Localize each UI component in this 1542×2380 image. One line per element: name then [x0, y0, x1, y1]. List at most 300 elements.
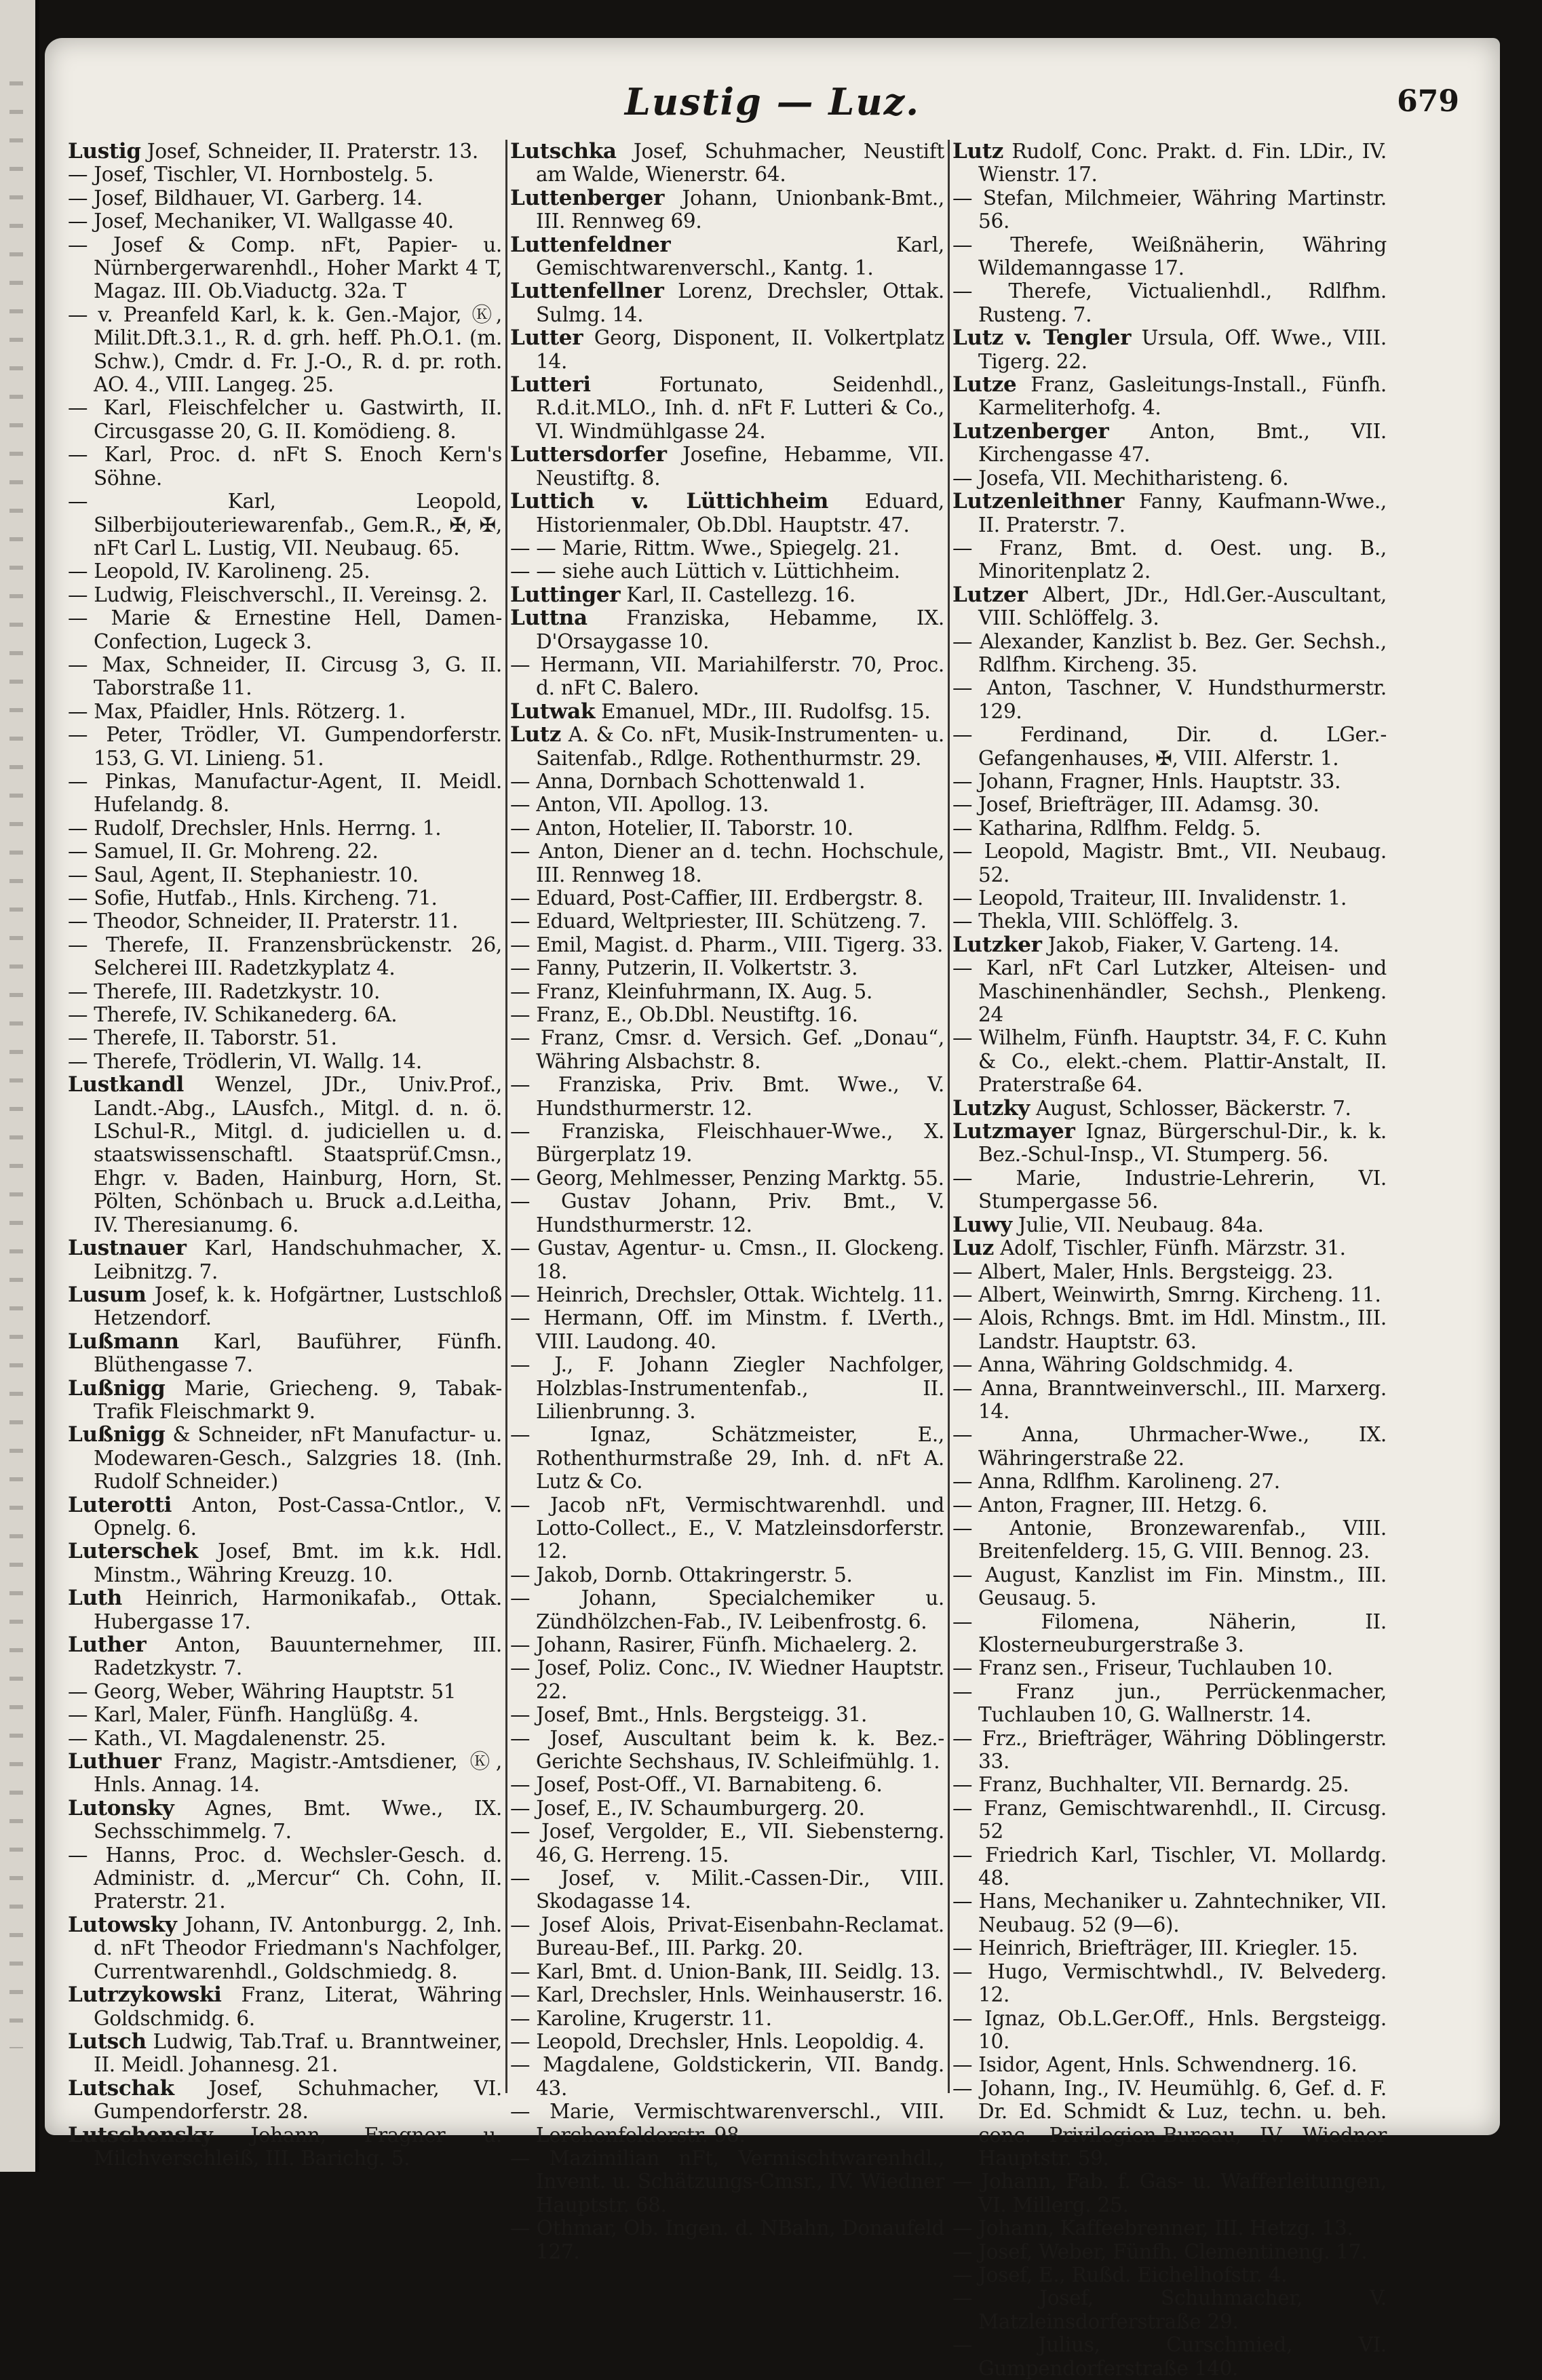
entry-text: — Karl, Bmt. d. Union-Bank, III. Seidlg. 13.: [510, 1959, 941, 1983]
directory-entry: [510, 956, 944, 979]
directory-entry: [510, 490, 944, 537]
directory-entry: [68, 606, 502, 653]
entry-text: — Gustav, Agentur- u. Cmsn., II. Glockeng. 18.: [510, 1236, 944, 1283]
directory-entry: [510, 606, 944, 653]
entry-text: — J., F. Johann Ziegler Nachfolger, Holzblas-Instrumentenfab., II. Lilienbrunng. 3.: [510, 1353, 944, 1423]
entry-text: — Albert, Maler, Hnls. Bergsteigg. 23.: [952, 1260, 1334, 1283]
entry-text: — Josef, Briefträger, III. Adamsg. 30.: [952, 793, 1319, 817]
directory-entry: [510, 793, 944, 816]
directory-entry: [68, 396, 502, 443]
entry-surname: Luth: [68, 1586, 122, 1611]
directory-entry: [68, 2030, 502, 2077]
directory-entry: [952, 1656, 1387, 1679]
entry-text: — Magdalene, Goldstickerin, VII. Bandg. 43.: [510, 2053, 944, 2100]
entry-text: — Sofie, Hutfab., Hnls. Kircheng. 71.: [68, 886, 438, 910]
entry-surname: Lußnigg: [68, 1422, 166, 1447]
entry-text: — Josef Alois, Privat-Eisenbahn-Reclamat. Bureau-Bef., III. Parkg. 20.: [510, 1913, 944, 1960]
directory-entry: [952, 1936, 1387, 1959]
directory-entry: [68, 1797, 502, 1843]
directory-entry: [68, 1236, 502, 1283]
entry-text: — Franz, Cmsr. d. Versich. Gef. „Donau“, Währing Alsbachstr. 8.: [510, 1026, 944, 1073]
entry-text: — Heinrich, Briefträger, III. Kriegler. 15.: [952, 1936, 1358, 1960]
entry-text: — Franz, Kleinfuhrmann, IX. Aug. 5.: [510, 979, 873, 1003]
directory-entry: [68, 490, 502, 560]
entry-text: Ursula, Off. Wwe., VIII. Tigerg. 22.: [978, 326, 1387, 373]
entry-text: — Stefan, Milchmeier, Währing Martinstr. 56.: [952, 186, 1387, 233]
entry-surname: Lutzmayer: [952, 1119, 1075, 1144]
directory-entry: [952, 1727, 1387, 1774]
directory-entry: [68, 1494, 502, 1540]
entry-text: Ludwig, Tab.Traf. u. Branntweiner, II. Meidl. Johannesg. 21.: [94, 2029, 502, 2077]
directory-entry: [68, 1727, 502, 1750]
entry-surname: Lußnigg: [68, 1376, 166, 1401]
entry-text: — Kath., VI. Magdalenenstr. 25.: [68, 1726, 386, 1750]
entry-text: — Ignaz, Schätzmeister, E., Rothenthurmstraße 29, Inh. d. nFt A. Lutz & Co.: [510, 1423, 944, 1494]
entry-text: — v. Preanfeld Karl, k. k. Gen.-Major, Ⓚ, Milit.Dft.3.1., R. d. grh. heff. Ph.O.1. (m. Schw.), Cmdr. d. Fr. J.-O., R. d. pr. roth. AO. 4., VIII. Langeg. 25.: [68, 303, 502, 397]
entry-text: — Therefe, III. Radetzkystr. 10.: [68, 979, 381, 1003]
directory-entry: [68, 1633, 502, 1680]
directory-entry: [68, 840, 502, 863]
entry-surname: Luttich v. Lüttichheim: [510, 489, 829, 514]
directory-entry: [952, 467, 1387, 490]
directory-entry: [510, 1820, 944, 1867]
directory-entry: [510, 1586, 944, 1633]
entry-text: Eduard, Historienmaler, Ob.Dbl. Hauptstr. 47.: [536, 490, 944, 537]
directory-entry: [510, 1797, 944, 1820]
entry-text: Josef, Schneider, II. Praterstr. 13.: [140, 140, 478, 163]
entry-text: — Franz sen., Friseur, Tuchlauben 10.: [952, 1656, 1333, 1680]
directory-entry: [510, 653, 944, 700]
directory-entry: [510, 2100, 944, 2147]
directory-entry: [510, 233, 944, 280]
directory-entry: [510, 1656, 944, 1703]
entry-surname: Luwy: [952, 1212, 1012, 1237]
directory-entry: [510, 1727, 944, 1774]
directory-entry: [510, 1773, 944, 1796]
entry-text: — Friedrich Karl, Tischler, VI. Mollardg. 48.: [952, 1843, 1387, 1890]
directory-entry: [952, 1960, 1387, 2007]
directory-entry: [952, 1680, 1387, 1727]
directory-entry: [510, 583, 944, 606]
entry-surname: Lutsch: [68, 2029, 147, 2054]
entry-text: — Katharina, Rdlfhm. Feldg. 5.: [952, 816, 1261, 840]
entry-text: — Marie & Ernestine Hell, Damen-Confection, Lugeck 3.: [68, 606, 502, 653]
directory-entry: [952, 2286, 1387, 2333]
entry-text: Wenzel, JDr., Univ.Prof., Landt.-Abg., LAusfch., Mitgl. d. n. ö. LSchul-R., Mitgl. d. judiciellen u. d. staatswissenschaftl. Staatsprüf.Cmsn., Ehgr. v. Baden, Hainburg, Horn, St. Pölten, Schönbach u. Bruck a.d.Leitha, IV. Theresianumg. 6.: [94, 1073, 502, 1236]
entry-text: Heinrich, Harmonikafab., Ottak. Hubergasse 17.: [94, 1586, 502, 1633]
directory-entry: [510, 1236, 944, 1283]
directory-entry: [952, 910, 1387, 933]
entry-text: — Josef, Bmt., Hnls. Bergsteigg. 31.: [510, 1703, 868, 1727]
directory-entry: [952, 1353, 1387, 1376]
directory-entry: [68, 140, 502, 163]
entry-text: — Franz, Bmt. d. Oest. ung. B., Minoritenplatz 2.: [952, 536, 1387, 583]
directory-entry: [952, 1423, 1387, 1470]
directory-entry: [68, 560, 502, 583]
entry-surname: Lutzky: [952, 1095, 1030, 1120]
entry-text: — Josef, Mechaniker, VI. Wallgasse 40.: [68, 210, 454, 233]
entry-text: — Josef, E., IV. Schaumburgerg. 20.: [510, 1796, 865, 1820]
entry-text: — Josef, Post-Off., VI. Barnabiteng. 6.: [510, 1773, 883, 1797]
entry-text: Georg, Disponent, II. Volkertplatz 14.: [536, 326, 944, 373]
directory-entry: [952, 1470, 1387, 1493]
directory-entry: [952, 187, 1387, 233]
directory-entry: [510, 1983, 944, 2006]
entry-text: — Josefa, VII. Mechitharisteng. 6.: [952, 466, 1289, 490]
directory-entry: [68, 1073, 502, 1236]
directory-entry: [68, 723, 502, 770]
directory-entry: [952, 933, 1387, 956]
entry-text: — Heinrich, Drechsler, Ottak. Wichtelg. 11.: [510, 1283, 943, 1306]
directory-entry: [952, 817, 1387, 840]
directory-entry: [952, 1494, 1387, 1517]
entry-text: — Karl, nFt Carl Lutzker, Alteisen- und Maschinenhändler, Sechsh., Plenkeng. 24: [952, 956, 1387, 1027]
directory-entry: [510, 1120, 944, 1167]
entry-text: — Johann, Specialchemiker u. Zündhölzchen-Fab., IV. Leibenfrostg. 6.: [510, 1586, 944, 1633]
entry-text: — Leopold, Magistr. Bmt., VII. Neubaug. 52.: [952, 840, 1387, 886]
entry-text: — Karl, Leopold, Silberbijouteriewarenfab., Gem.R., ✠, ✠, nFt Carl L. Lustig, VII. Neubaug. 65.: [68, 490, 502, 560]
entry-text: Anton, Post-Cassa-Cntlor., V. Opnelg. 6.: [94, 1493, 502, 1540]
directory-entry: [510, 326, 944, 373]
directory-entry: [68, 1913, 502, 1983]
entry-text: — Marie, Vermischtwarenverschl., VIII. Lerchenfelderstr. 98.: [510, 2100, 944, 2147]
directory-entry: [510, 980, 944, 1003]
entry-surname: Lutz: [952, 139, 1004, 163]
directory-entry: [68, 1050, 502, 1073]
entry-text: — Hermann, VII. Mariahilferstr. 70, Proc. d. nFt C. Balero.: [510, 652, 944, 700]
directory-entry: [68, 187, 502, 210]
entry-text: Fortunato, Seidenhdl., R.d.it.MLO., Inh. d. nFt F. Lutteri & Co., VI. Windmühlgasse 24.: [536, 373, 944, 443]
entry-text: — Therefe, II. Franzensbrückenstr. 26, Selcherei III. Radetzkyplatz 4.: [68, 933, 502, 980]
directory-entry: [510, 1167, 944, 1190]
directory-entry: [952, 140, 1387, 187]
entry-text: — Anna, Uhrmacher-Wwe., IX. Währingerstraße 22.: [952, 1423, 1387, 1470]
entry-text: — Franz, Buchhalter, VII. Bernardg. 25.: [952, 1773, 1349, 1797]
entry-text: — Josef, Bildhauer, VI. Garberg. 14.: [68, 186, 423, 210]
entry-text: August, Schlosser, Bäckerstr. 7.: [1029, 1096, 1351, 1120]
entry-surname: Luterotti: [68, 1492, 172, 1517]
entry-text: Johann, IV. Antonburgg. 2, Inh. d. nFt Theodor Friedmann's Nachfolger, Currentwarenhdl., Goldschmiedg. 8.: [94, 1913, 502, 1983]
entry-text: — Marie, Industrie-Lehrerin, VI. Stumpergasse 56.: [952, 1166, 1387, 1213]
directory-entry: [68, 910, 502, 933]
directory-entry: [952, 1843, 1387, 1890]
entry-text: — Saul, Agent, II. Stephaniestr. 10.: [68, 863, 419, 886]
directory-entry: [510, 1423, 944, 1493]
entry-text: — Alexander, Kanzlist b. Bez. Ger. Sechsh., Rdlfhm. Kircheng. 35.: [952, 629, 1387, 676]
entry-text: — Josef, Auscultant beim k. k. Bez.-Gerichte Sechshaus, IV. Schleifmühlg. 1.: [510, 1726, 944, 1774]
entry-text: — Josef & Comp. nFt, Papier- u. Nürnbergerwarenhdl., Hoher Markt 4 T, Magaz. III. Ob.Viaductg. 32a. T: [68, 233, 502, 303]
entry-surname: Luther: [68, 1633, 147, 1657]
entry-text: — — Marie, Rittm. Wwe., Spiegelg. 21.: [510, 536, 900, 560]
directory-entry: [510, 2007, 944, 2030]
directory-entry: [510, 1353, 944, 1423]
entry-text: — Franziska, Priv. Bmt. Wwe., V. Hundsthurmerstr. 12.: [510, 1073, 944, 1120]
entry-text: — Anton, Hotelier, II. Taborstr. 10.: [510, 816, 853, 840]
directory-entry: [952, 1563, 1387, 1610]
entry-text: Fanny, Kaufmann-Wwe., II. Praterstr. 7.: [978, 490, 1387, 537]
entry-surname: Lutzker: [952, 932, 1042, 957]
entry-surname: Lutschak: [68, 2075, 174, 2101]
entry-text: — Ferdinand, Dir. d. LGer.-Gefangenhauses, ✠, VIII. Alferstr. 1.: [952, 723, 1387, 770]
entry-surname: Lutz: [510, 722, 562, 747]
entry-text: Jakob, Fiaker, V. Garteng. 14.: [1041, 933, 1339, 956]
directory-entry: [68, 1330, 502, 1377]
directory-entry: [510, 1073, 944, 1120]
entry-text: — Anton, VII. Apollog. 13.: [510, 793, 769, 817]
entry-text: — Josef, v. Milit.-Cassen-Dir., VIII. Skodagasse 14.: [510, 1867, 944, 1913]
directory-entry: [510, 1703, 944, 1726]
directory-entry: [952, 630, 1387, 677]
entry-text: — Josef, Weber, Fünfh. Clementineng. 17.: [952, 2240, 1368, 2263]
directory-entry: [510, 1306, 944, 1353]
entry-text: — Anna, Dornbach Schottenwald 1.: [510, 769, 866, 793]
directory-entry: [510, 279, 944, 326]
entry-text: Rudolf, Conc. Prakt. d. Fin. LDir., IV. Wienstr. 17.: [978, 140, 1387, 187]
directory-entry: [952, 793, 1387, 816]
directory-entry: [952, 279, 1387, 326]
directory-entry: [68, 886, 502, 910]
entry-text: — Georg, Mehlmesser, Penzing Marktg. 55.: [510, 1166, 944, 1190]
entry-text: — Karl, Proc. d. nFt S. Enoch Kern's Söhne.: [68, 443, 502, 490]
entry-text: Emanuel, MDr., III. Rudolfsg. 15.: [595, 699, 931, 723]
directory-entry: [952, 1283, 1387, 1306]
entry-text: Franz, Magistr.-Amtsdiener, Ⓚ, Hnls. Annag. 14.: [94, 1750, 502, 1797]
directory-entry: [510, 1494, 944, 1563]
directory-entry: [510, 1960, 944, 1983]
entry-surname: Lutter: [510, 326, 583, 351]
directory-entry: [510, 723, 944, 770]
entry-text: — Mazimilian nFt, Vermischtwarenhdl., Invent. u. Schätzungs-Cmsr., IV. Wiedner Hauptstr. 68.: [510, 2146, 944, 2217]
directory-entry: [952, 2053, 1387, 2076]
directory-entry: [68, 1003, 502, 1026]
entry-text: — Wilhelm, Fünfh. Hauptstr. 34, F. C. Kuhn & Co., elekt.-chem. Plattir-Anstalt, II. Praterstraße 64.: [952, 1026, 1387, 1097]
directory-entry: [952, 2170, 1387, 2217]
entry-surname: Lutowsky: [68, 1912, 177, 1937]
directory-entry: [68, 303, 502, 397]
entry-text: — Leopold, Traiteur, III. Invalidenstr. 1.: [952, 886, 1347, 910]
entry-text: — Othmar, Ob. Ingen. d. NBahn, Donaufeld 127.: [510, 2217, 944, 2263]
directory-entry: [510, 817, 944, 840]
entry-text: Franz, Literat, Währing Goldschmidg. 6.: [94, 1983, 502, 2030]
entry-text: — Josef, Vergolder, E., VII. Siebensterng. 46, G. Herreng. 15.: [510, 1820, 944, 1867]
entry-text: Karl, Bauführer, Fünfh. Blüthengasse 7.: [94, 1329, 502, 1377]
entry-text: — Georg, Weber, Währing Hauptstr. 51: [68, 1679, 457, 1703]
directory-entry: [952, 1797, 1387, 1843]
page-header: [45, 75, 1500, 129]
directory-entry: [952, 1213, 1387, 1236]
directory-entry: [952, 723, 1387, 770]
entry-surname: Luttenfeldner: [510, 232, 671, 257]
directory-entry: [510, 1026, 944, 1073]
entry-text: — Rudolf, Drechsler, Hnls. Herrng. 1.: [68, 816, 442, 840]
entry-text: — Hugo, Vermischtwhdl., IV. Belvederg. 12.: [952, 1959, 1387, 2007]
directory-entry: [952, 2240, 1387, 2263]
entry-text: — Karoline, Krugerstr. 11.: [510, 2006, 772, 2030]
directory-entry: [952, 676, 1387, 723]
directory-entry: [952, 1306, 1387, 1353]
directory-entry: [68, 1540, 502, 1586]
running-title: Lustig — Luz.: [624, 80, 921, 123]
directory-entry: [952, 1517, 1387, 1563]
entry-text: — Therefe, Weißnäherin, Währing Wildemanngasse 17.: [952, 233, 1387, 280]
entry-text: Johann, Fragner u. Milchverschleiß, III. Barichg. 5.: [94, 2123, 502, 2170]
directory-entry: [68, 653, 502, 700]
entry-text: — Johann, Kaffeebrenner, III. Hetzg. 13.: [952, 2217, 1353, 2240]
directory-entry: [510, 1913, 944, 1960]
entry-surname: Lutz v. Tengler: [952, 326, 1132, 351]
entry-text: Marie, Griecheng. 9, Tabak-Trafik Fleischmarkt 9.: [94, 1376, 502, 1423]
directory-entry: [952, 2077, 1387, 2170]
entry-text: Franz, Gasleitungs-Install., Fünfh. Karmeliterhofg. 4.: [978, 373, 1387, 420]
directory-entry: [952, 770, 1387, 793]
entry-text: — Anton, Diener an d. techn. Hochschule, III. Rennweg 18.: [510, 840, 944, 886]
directory-entry: [952, 2217, 1387, 2240]
column-divider: [948, 140, 950, 2093]
directory-entry: [952, 1890, 1387, 1936]
directory-entry: [510, 1867, 944, 1913]
entry-surname: Lustnauer: [68, 1236, 187, 1261]
entry-text: Ignaz, Bürgerschul-Dir., k. k. Bez.-Schul-Insp., VI. Stumperg. 56.: [978, 1120, 1387, 1167]
directory-entry: [510, 187, 944, 233]
entry-text: — Therefe, II. Taborstr. 51.: [68, 1026, 337, 1050]
entry-text: A. & Co. nFt, Musik-Instrumenten- u. Saitenfab., Rdlge. Rothenthurmstr. 29.: [536, 723, 944, 770]
directory-entry: [952, 373, 1387, 420]
entry-text: — Josef, Poliz. Conc., IV. Wiedner Hauptstr. 22.: [510, 1656, 944, 1703]
directory-entry: [68, 233, 502, 303]
directory-entry: [952, 1026, 1387, 1096]
directory-entry: [510, 700, 944, 723]
directory-entry: [952, 1773, 1387, 1796]
directory-entry: [510, 2053, 944, 2100]
entry-surname: Lusum: [68, 1282, 147, 1307]
entry-text: — Anna, Branntweinverschl., III. Marxerg. 14.: [952, 1376, 1387, 1423]
entry-surname: Luz: [952, 1236, 995, 1261]
entry-text: — Gustav Johann, Priv. Bmt., V. Hundsthurmerstr. 12.: [510, 1190, 944, 1236]
directory-entry: [510, 910, 944, 933]
entry-text: Josef, k. k. Hofgärtner, Lustschloß Hetzendorf.: [94, 1283, 502, 1330]
directory-entry: [952, 1260, 1387, 1283]
entry-text: — Hans, Mechaniker u. Zahntechniker, VII. Neubaug. 52 (9—6).: [952, 1890, 1387, 1936]
entry-surname: Lutzenleithner: [952, 489, 1125, 514]
entry-text: Karl, Handschuhmacher, X. Leibnitzg. 7.: [94, 1236, 502, 1283]
entry-text: — Theodor, Schneider, II. Praterstr. 11.: [68, 910, 459, 933]
entry-surname: Lutonsky: [68, 1795, 174, 1820]
directory-entry: [510, 560, 944, 583]
entry-surname: Lutzenberger: [952, 418, 1109, 444]
directory-entry: [952, 420, 1387, 467]
directory-entry: [68, 1026, 502, 1049]
entry-text: — — siehe auch Lüttich v. Lüttichheim.: [510, 560, 900, 583]
entry-text: — Anna, Rdlfhm. Karolineng. 27.: [952, 1470, 1280, 1494]
directory-entry: [68, 1586, 502, 1633]
entry-surname: Lutschensky: [68, 2122, 213, 2147]
entry-surname: Lustkandl: [68, 1072, 184, 1097]
entry-text: — Anna, Währing Goldschmidg. 4.: [952, 1353, 1294, 1377]
entry-surname: Luttenberger: [510, 185, 665, 210]
entry-text: — Jakob, Dornb. Ottakringerstr. 5.: [510, 1563, 853, 1586]
entry-text: — Peter, Trödler, VI. Gumpendorferstr. 153, G. VI. Linieng. 51.: [68, 723, 502, 770]
column-2: [510, 140, 944, 2263]
directory-entry: [952, 1610, 1387, 1657]
entry-text: Lorenz, Drechsler, Ottak. Sulmg. 14.: [536, 279, 944, 326]
entry-text: — Franz, Gemischtwarenhdl., II. Circusg. 52: [952, 1796, 1387, 1843]
directory-entry: [510, 1003, 944, 1026]
column-divider: [505, 140, 507, 2093]
directory-entry: [510, 840, 944, 886]
directory-entry: [952, 490, 1387, 537]
entry-text: — Anton, Taschner, V. Hundsthurmerstr. 129.: [952, 676, 1387, 723]
entry-text: — August, Kanzlist im Fin. Minstm., III. Geusaug. 5.: [952, 1563, 1387, 1610]
entry-text: — Antonie, Bronzewarenfab., VIII. Breitenfelderg. 15, G. VIII. Bennog. 23.: [952, 1516, 1387, 1563]
entry-text: — Fanny, Putzerin, II. Volkertstr. 3.: [510, 956, 858, 980]
directory-entry: [952, 840, 1387, 886]
directory-entry: [68, 1283, 502, 1330]
entry-text: — Eduard, Weltpriester, III. Schützeng. 7.: [510, 910, 927, 933]
directory-entry: [952, 2007, 1387, 2054]
entry-text: — Anton, Fragner, III. Hetzg. 6.: [952, 1493, 1268, 1517]
entry-surname: Lutzer: [952, 582, 1028, 607]
entry-text: — Karl, Maler, Fünfh. Hanglüßg. 4.: [68, 1703, 419, 1727]
entry-surname: Lutrzykowski: [68, 1983, 222, 2008]
entry-surname: Lutschka: [510, 139, 617, 163]
directory-entry: [68, 1377, 502, 1424]
entry-text: — Frz., Briefträger, Währing Döblingerstr. 33.: [952, 1726, 1387, 1774]
directory-entry: [952, 2263, 1387, 2286]
entry-text: — Emil, Magist. d. Pharm., VIII. Tigerg. 33.: [510, 933, 944, 956]
entry-text: Josef, Schuhmacher, VI. Gumpendorferstr. 28.: [94, 2076, 502, 2124]
directory-entry: [952, 583, 1387, 630]
entry-text: — Eduard, Post-Caffier, III. Erdbergstr. 8.: [510, 886, 923, 910]
directory-entry: [952, 1097, 1387, 1120]
entry-text: Albert, JDr., Hdl.Ger.-Auscultant, VIII. Schlöffelg. 3.: [978, 583, 1387, 630]
entry-text: — Hermann, Off. im Minstm. f. LVerth., VIII. Laudong. 40.: [510, 1306, 944, 1353]
entry-text: — Josef, Tischler, VI. Hornbostelg. 5.: [68, 163, 434, 187]
directory-entry: [952, 956, 1387, 1026]
entry-text: Adolf, Tischler, Fünfh. Märzstr. 31.: [994, 1236, 1346, 1260]
entry-text: — Johann, Fragner, Hnls. Hauptstr. 33.: [952, 769, 1341, 793]
entry-text: Josef, Bmt. im k.k. Hdl. Minstm., Währing Kreuzg. 10.: [94, 1540, 502, 1586]
directory-entry: [510, 2030, 944, 2053]
directory-entry: [510, 140, 944, 187]
page-number: 679: [1397, 84, 1459, 119]
entry-surname: Luttersdorfer: [510, 442, 667, 467]
entry-text: — Johann, Rasirer, Fünfh. Michaelerg. 2.: [510, 1633, 918, 1656]
directory-entry: [510, 2217, 944, 2263]
directory-entry: [68, 700, 502, 723]
directory-entry: [952, 1236, 1387, 1260]
entry-text: Josefine, Hebamme, VII. Neustiftg. 8.: [536, 443, 944, 490]
entry-text: — Johann, Fab. f. Gas- u. Wafferleitungen, VI. Millerg. 25.: [952, 2170, 1387, 2217]
directory-entry: [68, 980, 502, 1003]
directory-entry: [952, 1377, 1387, 1424]
adjacent-page-edge: [0, 0, 39, 2172]
entry-surname: Luttinger: [510, 582, 621, 607]
entry-text: — Julius, Curschmied, VI. Gumpendorferstraße 140.: [952, 2333, 1387, 2380]
entry-text: — Franziska, Fleischhauer-Wwe., X. Bürgerplatz 19.: [510, 1120, 944, 1167]
column-1: [68, 140, 502, 2170]
directory-entry: [68, 1703, 502, 1726]
directory-entry: [510, 1633, 944, 1656]
entry-text: Josef, Schuhmacher, Neustift am Walde, Wienerstr. 64.: [536, 140, 944, 187]
entry-text: — Therefe, IV. Schikanederg. 6A.: [68, 1003, 398, 1027]
entry-text: — Max, Pfaidler, Hnls. Rötzerg. 1.: [68, 699, 406, 723]
directory-entry: [510, 373, 944, 443]
entry-text: Franziska, Hebamme, IX. D'Orsaygasse 10.: [536, 606, 944, 653]
entry-surname: Lustig: [68, 139, 141, 163]
entry-text: Agnes, Bmt. Wwe., IX. Sechsschimmelg. 7.: [94, 1796, 502, 1843]
directory-entry: [510, 1283, 944, 1306]
entry-surname: Lutwak: [510, 699, 596, 724]
